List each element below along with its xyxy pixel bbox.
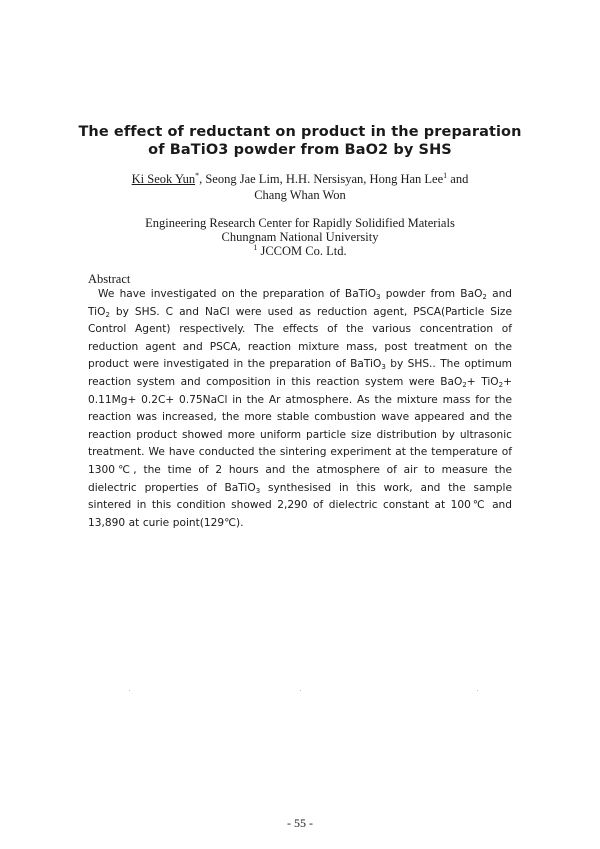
affiliation-line-1: Engineering Research Center for Rapidly Solidified Materials (145, 216, 455, 230)
scan-speck (300, 690, 301, 691)
subscript: 2 (498, 380, 504, 389)
author-and: and (447, 172, 469, 186)
subscript: 2 (105, 310, 110, 319)
coauthors: , Seong Jae Lim, H.H. Nersisyan, Hong Han Lee (199, 172, 444, 186)
abstract-heading: Abstract (88, 272, 131, 286)
abstract-text: and TiO (88, 288, 513, 318)
abstract-text: We have investigated on the preparation of BaTiO (98, 288, 377, 300)
scan-speck (129, 690, 130, 691)
paper-title (0, 123, 600, 159)
author-line-2: Chang Whan Won (254, 188, 346, 202)
title-line-2: of BaTiO3 powder from BaO2 by SHS (148, 142, 452, 158)
subscript: 2 (462, 380, 467, 389)
subscript: 2 (482, 293, 487, 301)
corresponding-author: Ki Seok Yun (131, 172, 196, 186)
affiliation-mark: 1 (253, 243, 258, 252)
affiliation-line-3 (0, 244, 600, 258)
subscript: 3 (376, 293, 381, 301)
abstract-text: by SHS.. The optimum reaction system and composition in this reaction system were BaO (88, 358, 512, 388)
author-line-1 (0, 171, 600, 187)
abstract-text: synthesised in this work, and the sample sintered in this condition showed 2,290 of dielectric constant at 100℃ and 13,890 at curie point(129℃). (88, 481, 512, 529)
scan-speck (356, 481, 357, 482)
affiliation-company: JCCOM Co. Ltd. (257, 244, 347, 258)
abstract-text: powder from BaO (380, 288, 483, 300)
affiliations (0, 216, 600, 258)
corresponding-mark: * (195, 171, 200, 180)
abstract-text: by SHS. C and NaCl were used as reduction agent, PSCA(Particle Size Control Agent) respectively. The effects of the various concentration of reduction agent and PSCA, reaction mixture mass, post treatment on the product were investigated in the preparation of BaTiO (88, 305, 512, 371)
affiliation-line-2: Chungnam National University (221, 230, 379, 244)
subscript: 3 (381, 363, 386, 372)
scan-speck (477, 690, 478, 691)
abstract-text: + TiO (466, 375, 499, 388)
abstract-body (88, 286, 512, 532)
abstract-text: + 0.11Mg+ 0.2C+ 0.75NaCl in the Ar atmosphere. As the mixture mass for the reaction was increased, the more stable combustion wave appeared and the reaction product showed more uniform particle size distribution by ultrasonic treatment. We have conducted the sintering experiment at the temperature of 1300℃, the time of 2 hours and the atmosphere of air to measure the dielectric properties of BaTiO (88, 375, 512, 494)
author-list (0, 171, 600, 203)
affiliation-mark: 1 (443, 171, 448, 180)
subscript: 3 (255, 486, 261, 495)
page-number: - 55 - (287, 816, 313, 830)
title-line-1: The effect of reductant on product in the preparation (78, 124, 522, 140)
